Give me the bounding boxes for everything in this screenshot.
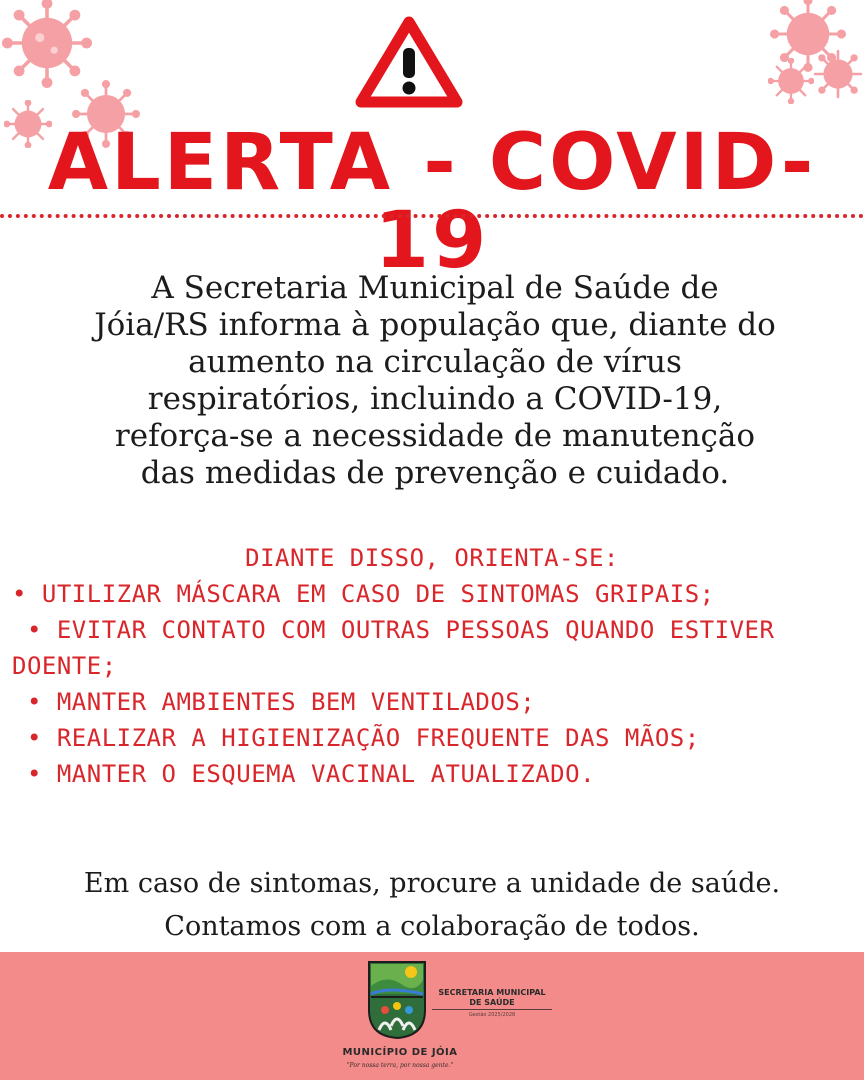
guidance-item: DOENTE; bbox=[12, 652, 117, 680]
department-line: DE SAÚDE bbox=[469, 998, 515, 1007]
department-line: SECRETARIA MUNICIPAL bbox=[438, 988, 546, 997]
department-name bbox=[432, 988, 552, 1008]
guidance-item: • MANTER AMBIENTES BEM VENTILADOS; bbox=[12, 688, 536, 716]
department-term: Gestão 2025/2028 bbox=[468, 1012, 516, 1018]
guidance-heading: DIANTE DISSO, ORIENTA-SE: bbox=[245, 544, 619, 572]
closing-line: Contamos com a colaboração de todos. bbox=[164, 911, 700, 942]
guidance-item: • EVITAR CONTATO COM OUTRAS PESSOAS QUANDO ESTIVER bbox=[12, 616, 775, 644]
department-rule bbox=[432, 1009, 552, 1010]
intro-line: reforça-se a necessidade de manutenção bbox=[114, 418, 756, 454]
virus-icon bbox=[768, 58, 814, 104]
guidance-list bbox=[12, 540, 852, 792]
intro-line: A Secretaria Municipal de Saúde de bbox=[151, 270, 719, 306]
guidance-item: • REALIZAR A HIGIENIZAÇÃO FREQUENTE DAS MÃOS; bbox=[12, 724, 700, 752]
municipality-name: MUNICÍPIO DE JÓIA bbox=[342, 1047, 458, 1058]
intro-line: das medidas de prevenção e cuidado. bbox=[140, 455, 730, 491]
footer-banner bbox=[0, 952, 864, 1080]
intro-line: aumento na circulação de vírus bbox=[188, 344, 682, 380]
guidance-item: • UTILIZAR MÁSCARA EM CASO DE SINTOMAS GRIPAIS; bbox=[12, 580, 715, 608]
municipality-slogan: "Por nossa terra, por nossa gente." bbox=[346, 1062, 454, 1069]
virus-icon bbox=[2, 0, 92, 88]
municipal-crest-icon bbox=[367, 960, 427, 1040]
intro-line: respiratórios, incluindo a COVID-19, bbox=[147, 381, 723, 417]
page-title: ALERTA - COVID-19 bbox=[47, 118, 817, 286]
dotted-divider bbox=[0, 214, 864, 218]
intro-line: Jóia/RS informa à população que, diante do bbox=[94, 307, 776, 343]
guidance-item: • MANTER O ESQUEMA VACINAL ATUALIZADO. bbox=[12, 760, 596, 788]
virus-icon bbox=[812, 48, 864, 100]
closing-line: Em caso de sintomas, procure a unidade de saúde. bbox=[83, 868, 781, 899]
closing-text bbox=[0, 862, 864, 948]
warning-triangle-icon bbox=[355, 14, 463, 110]
intro-paragraph bbox=[10, 270, 860, 492]
